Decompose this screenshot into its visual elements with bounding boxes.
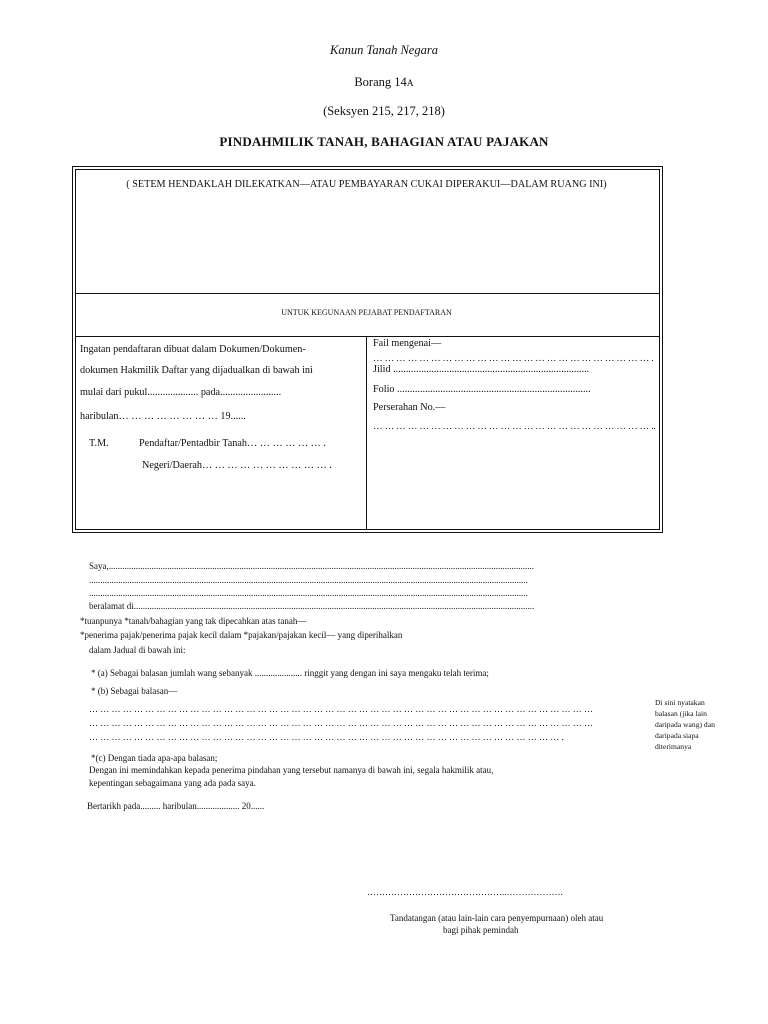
state-district-field: Negeri/Daerah… … … … … … … … … … . <box>142 460 332 471</box>
perserahan-dots: … … … … … … … … … … … … … … … … … … … … … … … … .. <box>373 421 656 432</box>
signature-line: ………………………………………..………………. <box>367 887 563 897</box>
jilid-field: Jilid ............................................................................. <box>373 364 590 375</box>
registry-divider <box>75 336 659 337</box>
form-number-suffix: A <box>406 79 414 89</box>
option-b-dots-3: … … … … … … … … … … … … … … … … … … … … … … … … … … … … … … … … … … … … … … … … … … . <box>89 732 564 742</box>
transferor-name-dots-2: ................................................................................................................................................................................................... <box>89 588 528 598</box>
perserahan-label: Perserahan No.— <box>373 402 446 413</box>
signature-label-2: bagi pihak pemindah <box>443 925 519 935</box>
address-field: beralamat di.................................................................................................................................................................................. <box>89 601 535 611</box>
file-dots: … … … … … … … … … … … … … … … … … … … … … … … … . <box>373 353 654 364</box>
registry-heading: UNTUK KEGUNAAN PEJABAT PENDAFTARAN <box>281 308 452 317</box>
registry-memo-line-2: dokumen Hakmilik Daftar yang dijadualkan di bawah ini <box>80 365 313 376</box>
registry-memo-line-1: Ingatan pendaftaran dibuat dalam Dokumen/Dokumen- <box>80 344 306 355</box>
option-b: * (b) Sebagai balasan— <box>91 686 178 696</box>
owner-clause: *tuanpunya *tanah/bahagian yang tak dipecahkan atas tanah— <box>80 616 307 626</box>
transfer-clause-2: kepentingan sebagaimana yang ada pada saya. <box>89 778 256 788</box>
option-c: *(c) Dengan tiada apa-apa balasan; <box>91 753 218 763</box>
stamp-divider <box>75 293 659 294</box>
registry-time-field: mulai dari pukul.................... pada........................ <box>80 387 282 398</box>
stamp-note: ( SETEM HENDAKLAH DILEKATKAN—ATAU PEMBAYARAN CUKAI DIPERAKUI—DALAM RUANG INI) <box>126 179 607 190</box>
date-field: Bertarikh pada......... haribulan................... 20...... <box>87 801 265 811</box>
act-title: Kanun Tanah Negara <box>330 43 438 57</box>
transferor-name-dots-1: ................................................................................................................................................................................................... <box>89 575 528 585</box>
schedule-clause: dalam Jadual di bawah ini: <box>89 645 186 655</box>
option-a: * (a) Sebagai balasan jumlah wang sebanyak ..................... ringgit yang dengan ini saya mengaku telah terima; <box>91 668 489 678</box>
form-title: PINDAHMILIK TANAH, BAHAGIAN ATAU PAJAKAN <box>219 134 549 149</box>
lessee-clause: *penerima pajak/penerima pajak kecil dalam *pajakan/pajakan kecil— yang diperihalkan <box>80 630 403 640</box>
registrar-field: Pendaftar/Pentadbir Tanah… … … … … … . <box>139 438 326 449</box>
registry-tm-label: T.M. <box>89 438 109 449</box>
form-number-main: Borang 14 <box>354 75 407 89</box>
transfer-clause-1: Dengan ini memindahkan kepada penerima pindahan yang tersebut namanya di bawah ini, segala hakmilik atau, <box>89 765 494 775</box>
transferor-name-field: Saya,............................................................................................................................................................................................. <box>89 561 534 571</box>
registry-date-field: haribulan… … … … … … … … 19...... <box>80 411 246 422</box>
folio-field: Folio ............................................................................ <box>373 384 591 395</box>
option-b-dots-2: … … … … … … … … … … … … … … … … … … … … … … … … … … … … … … … … … … … … … … … … … … … … … <box>89 718 593 728</box>
file-label: Fail mengenai— <box>373 338 442 349</box>
form-sections: (Seksyen 215, 217, 218) <box>323 104 445 118</box>
signature-label-1: Tandatangan (atau lain-lain cara penyempurnaan) oleh atau <box>390 913 604 923</box>
consideration-side-note: Di sini nyatakan balasan (jika lain daripada wang) dan daripada siapa diterimanya <box>655 698 715 751</box>
registry-column-divider <box>366 336 367 529</box>
form-number <box>0 75 768 90</box>
option-b-dots-1: … … … … … … … … … … … … … … … … … … … … … … … … … … … … … … … … … … … … … … … … … … … … … <box>89 704 593 714</box>
